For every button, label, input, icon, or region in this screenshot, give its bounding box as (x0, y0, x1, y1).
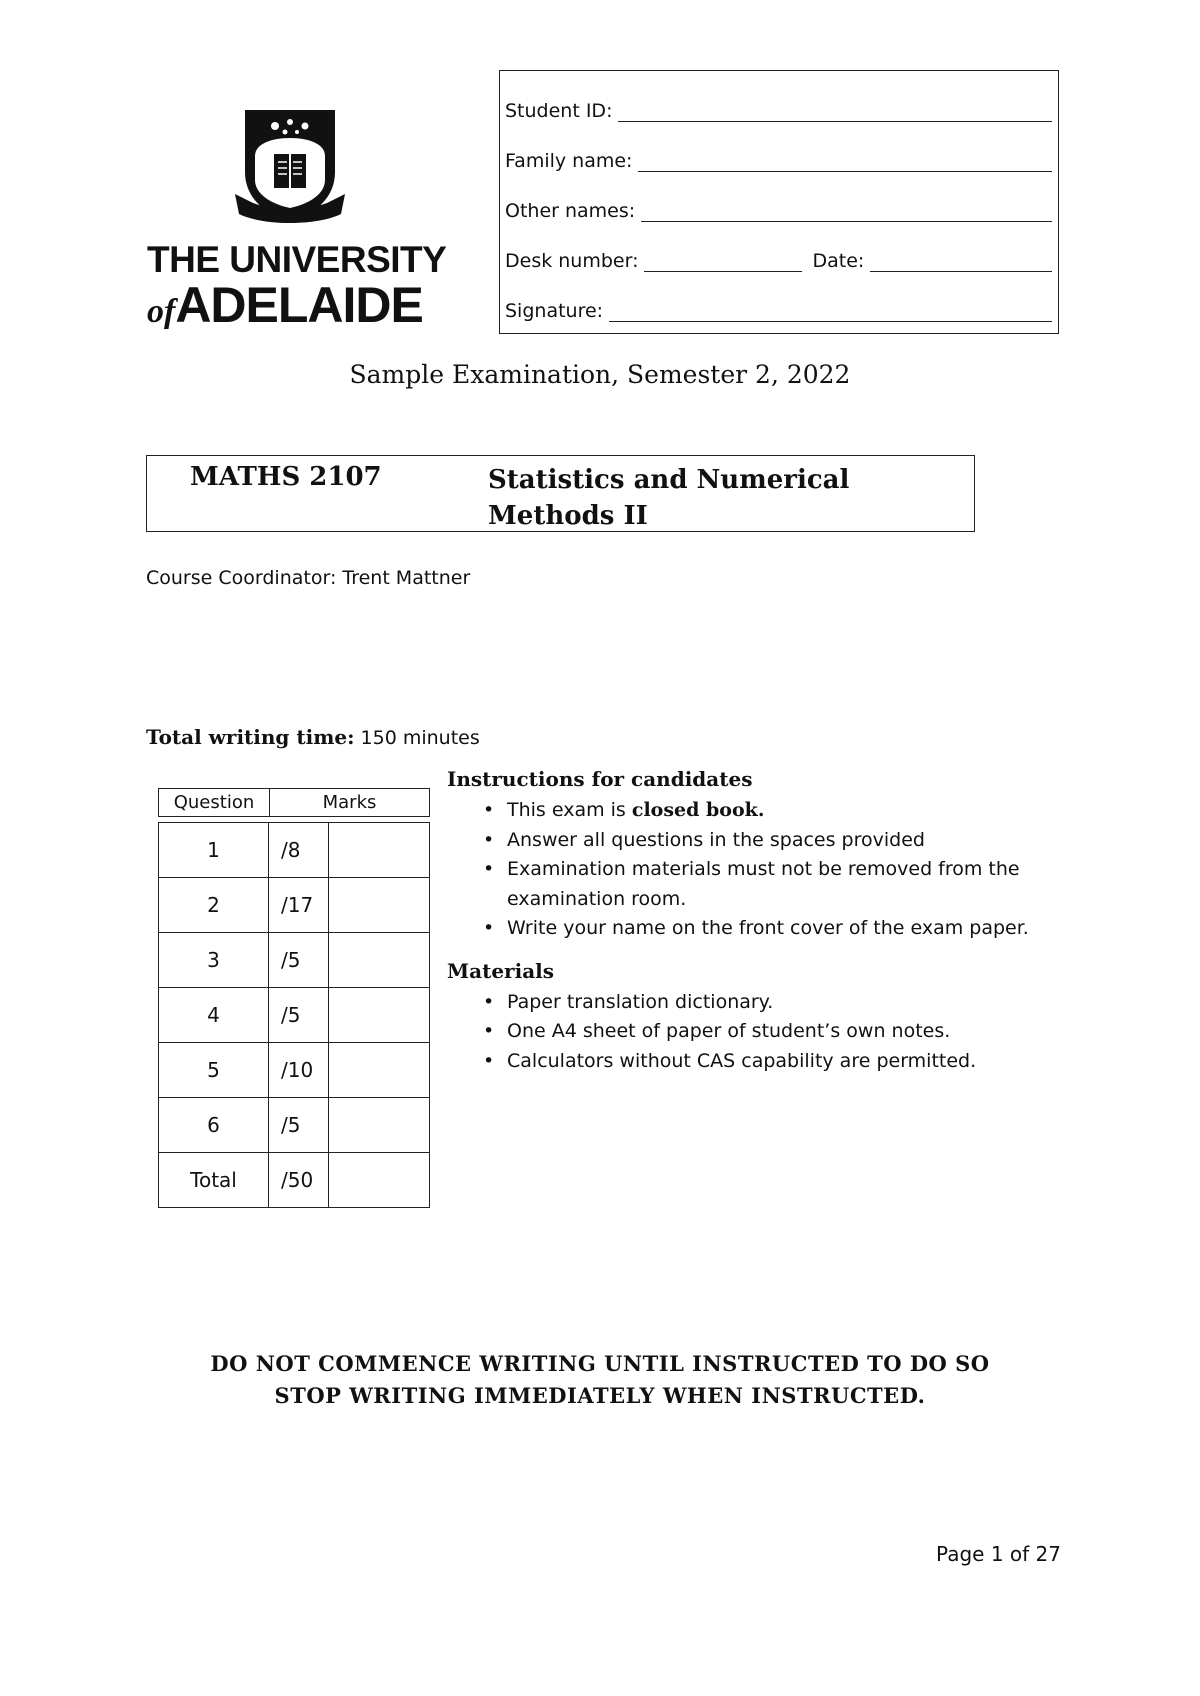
family-name-field[interactable] (638, 153, 1052, 172)
warning-line-1: DO NOT COMMENCE WRITING UNTIL INSTRUCTED TO DO SO (210, 1351, 990, 1376)
question-number: 2 (159, 878, 269, 933)
university-logo (147, 110, 447, 333)
university-crest-icon (147, 110, 433, 235)
max-marks: /50 (269, 1153, 329, 1208)
student-id-label: Student ID: (505, 100, 613, 122)
desk-number-field[interactable] (644, 253, 802, 272)
table-row (159, 1098, 430, 1153)
question-number: 1 (159, 823, 269, 878)
header-marks: Marks (322, 792, 377, 813)
course-box (146, 455, 975, 532)
bullet-icon: • (483, 917, 495, 939)
marks-table (158, 822, 430, 1208)
max-marks: /10 (269, 1043, 329, 1098)
max-marks: /8 (269, 823, 329, 878)
instruction-text: Write your name on the front cover of the exam paper. (507, 917, 1029, 939)
question-number: 6 (159, 1098, 269, 1153)
marks-table-header (158, 788, 430, 817)
list-item (447, 1047, 1087, 1077)
material-text: One A4 sheet of paper of student’s own notes. (507, 1020, 951, 1042)
header-question: Question (159, 789, 270, 816)
exam-title: Sample Examination, Semester 2, 2022 (349, 360, 851, 389)
bullet-icon: • (483, 990, 495, 1013)
marks-entry-cell[interactable] (329, 878, 430, 933)
max-marks: /5 (269, 933, 329, 988)
materials-list (447, 988, 1087, 1077)
question-number: 3 (159, 933, 269, 988)
student-id-row (505, 96, 1052, 122)
course-name: Statistics and Numerical Methods II (488, 465, 850, 531)
marks-entry-cell[interactable] (329, 933, 430, 988)
marks-entry-cell[interactable] (329, 988, 430, 1043)
table-row (159, 988, 430, 1043)
other-names-field[interactable] (641, 203, 1052, 222)
max-marks: /5 (269, 1098, 329, 1153)
table-row (159, 878, 430, 933)
question-number: 5 (159, 1043, 269, 1098)
writing-time (146, 725, 480, 749)
family-name-label: Family name: (505, 150, 633, 172)
list-item (447, 796, 1087, 826)
table-row-total (159, 1153, 430, 1208)
other-names-label: Other names: (505, 200, 636, 222)
bullet-icon: • (483, 828, 495, 851)
list-item (447, 826, 1087, 856)
material-text: Paper translation dictionary. (507, 990, 774, 1013)
marks-entry-cell[interactable] (329, 1043, 430, 1098)
materials-title: Materials (447, 958, 555, 983)
instructions-list (447, 796, 1087, 944)
max-marks: /17 (269, 878, 329, 933)
table-row (159, 1043, 430, 1098)
family-name-row (505, 146, 1052, 172)
desk-date-row (505, 246, 1052, 272)
instruction-text: This exam is (507, 799, 632, 821)
instructions-title: Instructions for candidates (447, 767, 753, 791)
instructions-section (447, 766, 1087, 1076)
signature-label: Signature: (505, 300, 604, 322)
date-field[interactable] (870, 253, 1052, 272)
logo-line-adelaide (147, 277, 433, 343)
logo-adelaide: ADELAIDE (175, 277, 423, 333)
other-names-row (505, 196, 1052, 222)
max-marks: /5 (269, 988, 329, 1043)
marks-entry-cell[interactable] (329, 1098, 430, 1153)
list-item (447, 1017, 1087, 1047)
list-item (447, 914, 1087, 944)
course-code: MATHS 2107 (190, 462, 382, 492)
question-number: 4 (159, 988, 269, 1043)
marks-entry-cell[interactable] (329, 1153, 430, 1208)
table-row (159, 823, 430, 878)
question-number: Total (159, 1153, 269, 1208)
bullet-icon: • (483, 799, 495, 821)
bullet-icon: • (483, 1049, 495, 1072)
marks-entry-cell[interactable] (329, 823, 430, 878)
instruction-bold: closed book. (631, 799, 765, 821)
course-coordinator: Course Coordinator: Trent Mattner (146, 567, 471, 589)
instruction-text: examination room. (507, 887, 687, 910)
material-text: Calculators without CAS capability are permitted. (507, 1049, 977, 1072)
bullet-icon: • (483, 858, 495, 880)
date-label: Date: (812, 250, 865, 272)
writing-time-value: 150 minutes (360, 727, 480, 749)
instruction-text: Examination materials must not be removed from the (507, 858, 1020, 880)
student-info-box (499, 70, 1059, 334)
list-item (447, 855, 1087, 914)
desk-number-label: Desk number: (505, 250, 639, 272)
signature-field[interactable] (609, 303, 1052, 322)
writing-time-label: Total writing time: (146, 725, 355, 749)
table-row (159, 933, 430, 988)
page-number: Page 1 of 27 (936, 1542, 1061, 1566)
instruction-text: Answer all questions in the spaces provided (507, 828, 925, 851)
warning-line-2: STOP WRITING IMMEDIATELY WHEN INSTRUCTED. (274, 1383, 926, 1408)
exam-warning (0, 1348, 1200, 1412)
student-id-field[interactable] (618, 103, 1052, 122)
signature-row (505, 296, 1052, 322)
logo-line-university: THE UNIVERSITY (147, 239, 447, 280)
list-item (447, 988, 1087, 1018)
bullet-icon: • (483, 1020, 495, 1042)
logo-of: of (147, 293, 176, 330)
